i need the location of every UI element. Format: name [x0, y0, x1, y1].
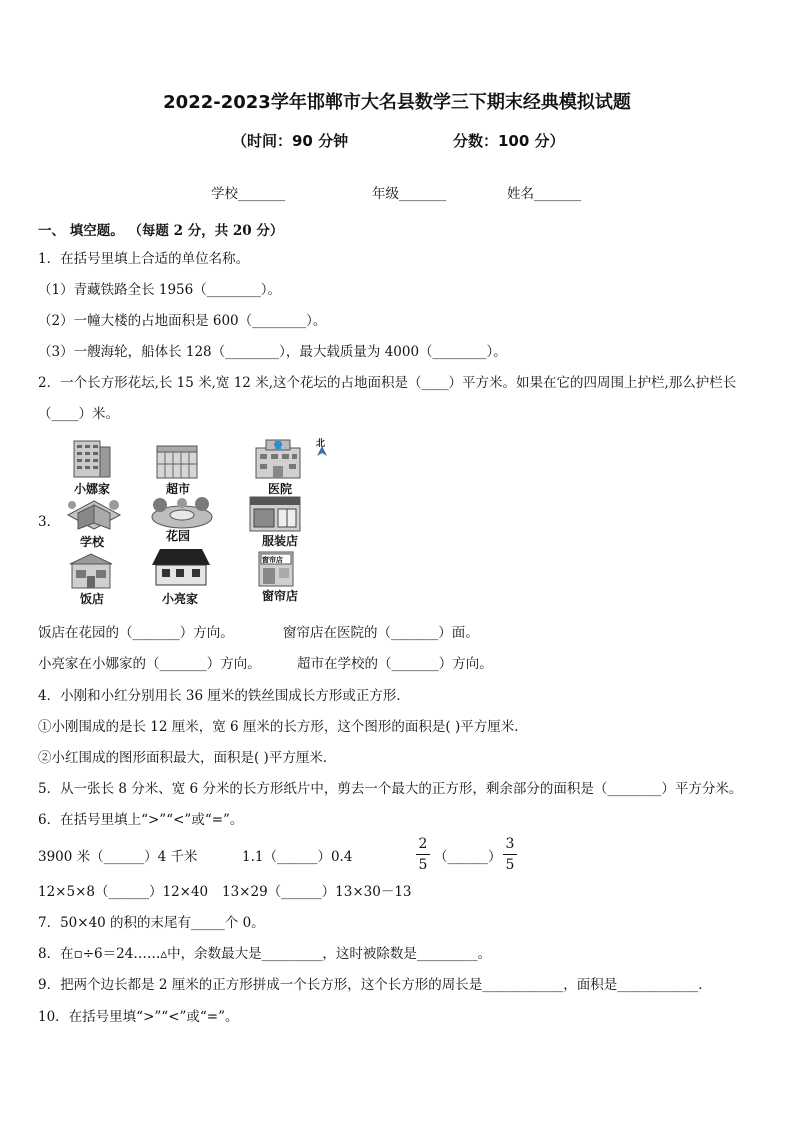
fraction-numerator: 3 [505, 836, 515, 852]
page-title: 2022-2023学年邯郸市大名县数学三下期末经典模拟试题 [163, 92, 631, 113]
label-curtain-store: 窗帘店 [261, 589, 298, 603]
section-heading: 一、 填空题。 （每题 2 分，共 20 分） [38, 223, 284, 239]
label-restaurant: 饭店 [79, 592, 104, 606]
question-8: 8．在▫÷6＝24……▵中，余数最大是_________，这时被除数是_________。 [38, 946, 492, 962]
question-3-answer-1: 饭店在花园的（_______）方向。 [38, 625, 234, 641]
north-label: 北 [316, 439, 326, 449]
school-building-icon [64, 493, 124, 533]
question-6: 6．在括号里填上“>”“<”或“=”。 [38, 812, 244, 828]
house-icon [150, 547, 212, 587]
fraction-denominator: 5 [505, 857, 515, 873]
question-6-compare-1: 3900 米（______）4 千米 [38, 849, 198, 865]
question-4: 4．小刚和小红分别用长 36 厘米的铁丝围成长方形或正方形． [38, 688, 410, 704]
question-1: 1．在括号里填上合适的单位名称。 [38, 251, 250, 267]
north-arrow-icon [317, 446, 327, 456]
fraction-numerator: 2 [418, 836, 428, 852]
question-10: 10．在括号里填“>”“<”或“=”。 [38, 1009, 239, 1025]
school-field: 学校_______ [211, 186, 286, 202]
exam-time: （时间：90 分钟 [232, 132, 349, 150]
question-6-fraction-blank: （______） [434, 849, 502, 865]
question-1-part-2: （2）一幢大楼的占地面积是 600（________）。 [38, 313, 327, 329]
curtain-store-icon [255, 548, 297, 588]
label-garden: 花园 [165, 529, 190, 543]
grade-field: 年级_______ [372, 186, 447, 202]
label-school: 学校 [79, 535, 104, 549]
fraction-denominator: 5 [418, 857, 428, 873]
question-4-part-1: ①小刚围成的是长 12 厘米，宽 6 厘米的长方形，这个图形的面积是( )平方厘米． [38, 719, 528, 735]
question-3-number: 3． [38, 514, 61, 530]
question-4-part-2: ②小红围成的图形面积最大，面积是( )平方厘米． [38, 750, 337, 766]
label-xiaoliang-home: 小亮家 [161, 592, 198, 606]
restaurant-icon [68, 552, 114, 590]
question-9: 9．把两个边长都是 2 厘米的正方形拼成一个长方形，这个长方形的周长是____________，面积是____________． [38, 977, 712, 993]
label-clothing-store: 服装店 [261, 534, 298, 548]
label-supermarket: 超市 [165, 482, 190, 496]
question-1-part-3: （3）一艘海轮，船体长 128（________），最大载质量为 4000（________）。 [38, 344, 507, 360]
question-3-answer-2: 窗帘店在医院的（_______）面。 [283, 625, 479, 641]
label-xiaona-home: 小娜家 [73, 482, 110, 496]
clothing-store-icon [248, 493, 302, 533]
question-2-line-1: 2．一个长方形花坛,长 15 米,宽 12 米,这个花坛的占地面积是（____）平方米。如果在它的四周围上护栏,那么护栏长 [38, 375, 737, 391]
question-2-line-2: （____）米。 [38, 406, 119, 422]
name-field: 姓名_______ [507, 186, 582, 202]
question-3-answer-3: 小亮家在小娜家的（_______）方向。 [38, 656, 261, 672]
supermarket-icon [154, 444, 202, 480]
question-6-compare-2: 1.1（______）0.4 [242, 849, 353, 865]
fraction-two-fifths [416, 836, 430, 873]
question-6-compare-4: 12×5×8（______）12×40 [38, 884, 209, 900]
garden-icon [150, 495, 214, 529]
question-3-answer-4: 超市在学校的（_______）方向。 [297, 656, 493, 672]
hospital-icon [252, 436, 304, 480]
label-hospital: 医院 [267, 482, 292, 496]
question-5: 5．从一张长 8 分米、宽 6 分米的长方形纸片中，剪去一个最大的正方形，剩余部分的面积是（________）平方分米。 [38, 781, 743, 797]
question-6-compare-5: 13×29（______）13×30－13 [222, 884, 412, 900]
question-7: 7．50×40 的积的末尾有_____个 0。 [38, 915, 265, 931]
question-1-part-1: （1）青藏铁路全长 1956（________）。 [38, 282, 281, 298]
curtain-store-sign: 窗帘店 [262, 555, 283, 564]
fraction-three-fifths [503, 836, 517, 873]
apartment-building-icon [70, 437, 114, 479]
exam-score: 分数：100 分） [453, 132, 565, 150]
